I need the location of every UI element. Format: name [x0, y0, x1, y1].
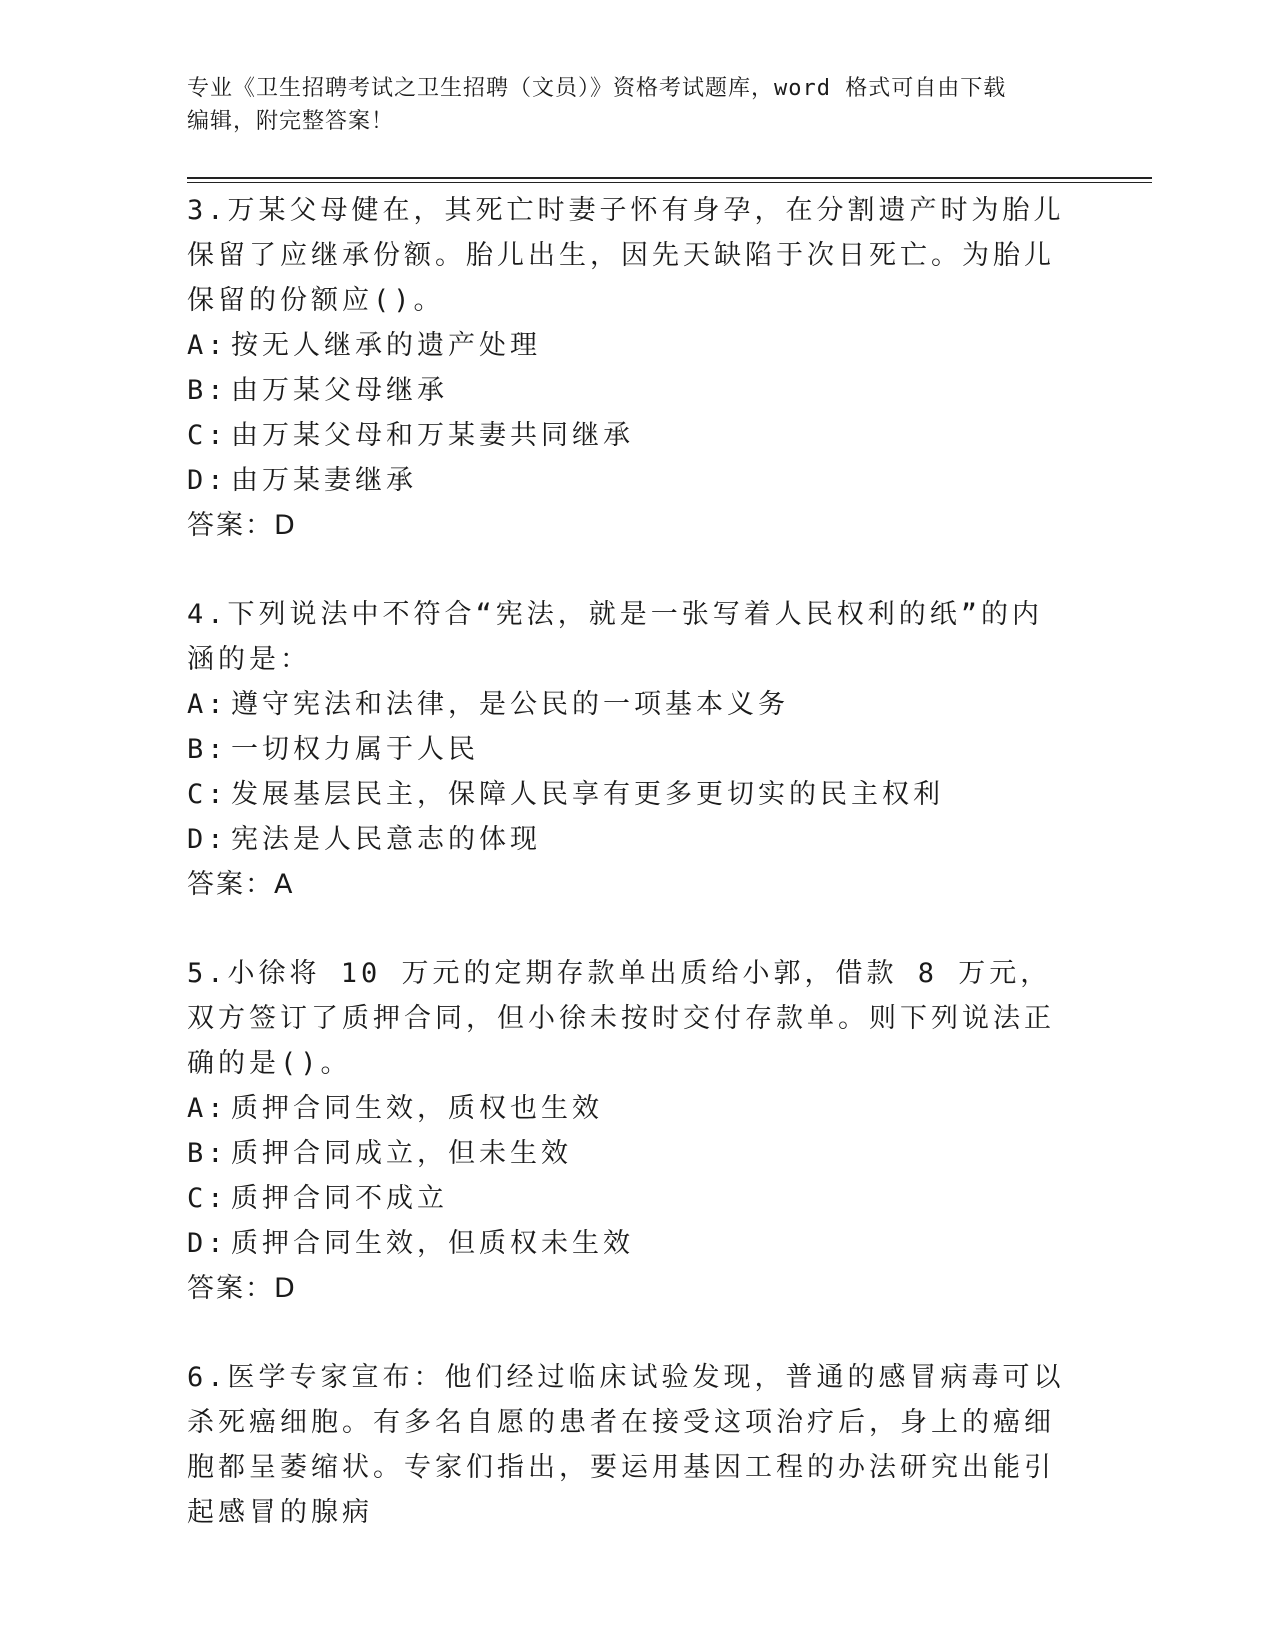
option-letter: D: — [187, 465, 228, 496]
option-letter: B: — [187, 1138, 228, 1169]
option-text: 宪法是人民意志的体现 — [231, 824, 541, 855]
option-b — [187, 1131, 1067, 1176]
header-line-2: 编辑，附完整答案！ — [187, 109, 395, 134]
option-letter: A: — [187, 330, 228, 361]
option-d — [187, 817, 1067, 862]
option-text: 质押合同不成立 — [231, 1183, 448, 1214]
question-list — [187, 188, 1067, 1579]
header-divider — [187, 177, 1152, 183]
option-text: 由万某妻继承 — [231, 465, 417, 496]
option-text: 发展基层民主，保障人民享有更多更切实的民主权利 — [231, 779, 944, 810]
option-c — [187, 413, 1067, 458]
option-c — [187, 1176, 1067, 1221]
option-text: 由万某父母继承 — [231, 375, 448, 406]
question-3 — [187, 188, 1067, 548]
question-4 — [187, 592, 1067, 907]
option-text: 质押合同成立，但未生效 — [231, 1138, 572, 1169]
option-a — [187, 682, 1067, 727]
question-stem: 5.小徐将 10 万元的定期存款单出质给小郭，借款 8 万元，双方签订了质押合同，但小徐未按时交付存款单。则下列说法正确的是()。 — [187, 958, 1055, 1079]
question-stem: 3.万某父母健在，其死亡时妻子怀有身孕，在分割遗产时为胎儿保留了应继承份额。胎儿出生，因先天缺陷于次日死亡。为胎儿保留的份额应()。 — [187, 195, 1065, 316]
answer-line: 答案：D — [187, 1273, 297, 1304]
question-5 — [187, 951, 1067, 1311]
answer-line: 答案：D — [187, 510, 297, 541]
option-a — [187, 1086, 1067, 1131]
option-letter: B: — [187, 734, 228, 765]
option-letter: C: — [187, 779, 228, 810]
option-letter: A: — [187, 1093, 228, 1124]
option-text: 按无人继承的遗产处理 — [231, 330, 541, 361]
option-text: 一切权力属于人民 — [231, 734, 479, 765]
option-b — [187, 368, 1067, 413]
header-line-1: 专业《卫生招聘考试之卫生招聘（文员）》资格考试题库，word 格式可自由下载 — [187, 76, 1007, 101]
option-letter: C: — [187, 420, 228, 451]
option-text: 质押合同生效，但质权未生效 — [231, 1228, 634, 1259]
option-letter: D: — [187, 1228, 228, 1259]
option-text: 由万某父母和万某妻共同继承 — [231, 420, 634, 451]
option-a — [187, 323, 1067, 368]
option-letter: A: — [187, 689, 228, 720]
question-stem: 4.下列说法中不符合“宪法，就是一张写着人民权利的纸”的内涵的是： — [187, 599, 1044, 675]
option-c — [187, 772, 1067, 817]
option-b — [187, 727, 1067, 772]
question-6 — [187, 1355, 1067, 1535]
option-d — [187, 1221, 1067, 1266]
option-letter: D: — [187, 824, 228, 855]
option-letter: C: — [187, 1183, 228, 1214]
document-header — [187, 72, 1067, 138]
option-text: 遵守宪法和法律，是公民的一项基本义务 — [231, 689, 789, 720]
option-d — [187, 458, 1067, 503]
option-text: 质押合同生效，质权也生效 — [231, 1093, 603, 1124]
option-letter: B: — [187, 375, 228, 406]
answer-line: 答案：A — [187, 869, 295, 900]
question-stem: 6.医学专家宣布：他们经过临床试验发现，普通的感冒病毒可以杀死癌细胞。有多名自愿的患者在接受这项治疗后，身上的癌细胞都呈萎缩状。专家们指出，要运用基因工程的办法研究出能引起感冒的腺病 — [187, 1362, 1065, 1528]
